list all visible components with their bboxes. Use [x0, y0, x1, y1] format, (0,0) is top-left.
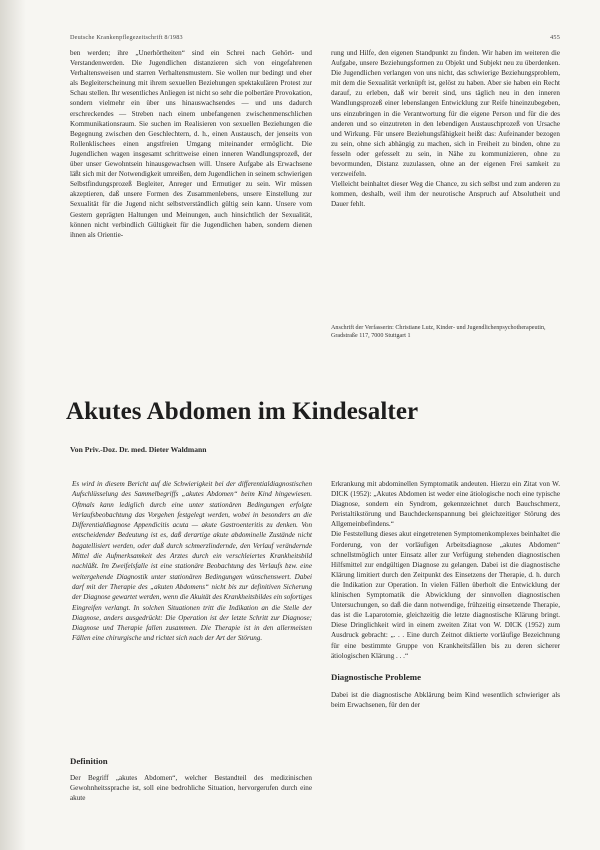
- author-address: Anschrift der Verfasserin: Christiane Lutz, Kinder- und Jugendlichenpsychotherapeutin, Gradstraße 117, 7000 Stuttgart 1: [331, 325, 546, 340]
- article-abstract: [72, 479, 312, 644]
- paragraph: rung und Hilfe, den eigenen Standpunkt zu finden. Wir haben im weiteren die Aufgabe, unsere Beziehungsformen zu Objekt und Subjekt neu zu überdenken. Die Jugendlichen verlangen von uns nicht, das schwierige Beziehungsproblem, mit dem die Sexualität verknüpft ist, gelöst zu haben. Aber sie haben ein Recht darauf, zu erleben, daß wir bereit sind, uns täglich neu in den inneren Wandlungsprozeß einer lebenslangen Entwicklung zur Reife hineinzubegeben, uns einzubringen in die Verantwortung für die eigene Person und für die des anderen und so einzutreten in den lebendigen Austauschprozeß von Ursache und Wirkung. Für unsere Beziehungsfähigkeit heißt das: Aufeinander bezogen zu sein, ohne sich abhängig zu machen, sich in Freiheit zu binden, ohne zu fesseln oder gefesselt zu sein, in Nähe zu kommunizieren, ohne zu bevormunden, Distanz zuzulassen, ohne an der eigenen Frei samkeit zu verzweifeln.: [331, 49, 560, 179]
- paragraph: Die Feststellung dieses akut eingetretenen Symptomenkomplexes beinhaltet die Forderung, von der vorläufigen Arbeitsdiagnose „akutes Abdomen“ schnellstmöglich unter Einsatz aller zur Verfügung stehenden diagnostischen Hilfsmittel zur endgültigen Diagnose zu gelangen. Dabei ist die diagnostische Klärung limitiert durch den Zeitpunkt des Einsetzens der Therapie, d. h. durch die Indikation zur Operation. In vielen Fällen überholt die Entwicklung der klinischen Symptomatik die Abwicklung der sinnvollen diagnostischen Untersuchungen, so daß die dann notwendige, frühzeitig einsetzende Therapie, das ist die Laparotomie, gleichzeitig die letzte diagnostische Klärung bringt. Diese Dringlichkeit wird in einem zweiten Zitat von W. DICK (1952) zum Ausdruck gebracht: „. . . Eine durch Zeitnot diktierte vorläufige Bezeichnung für eine bestimmte Gruppe von Krankheitsfällen bis zu deren sicherer ätiologischen Klärung . . .“: [331, 530, 560, 660]
- article-byline: Von Priv.-Doz. Dr. med. Dieter Waldmann: [70, 445, 207, 454]
- paragraph: Erkrankung mit abdominellen Symptomatik andeuten. Hierzu ein Zitat von W. DICK (1952): „Akutes Abdomen ist weder eine ätiologische noch eine typische Diagnose, sondern ein Syndrom, gekennzeichnet durch Bauchschmerz, Peristaltikstörung und Bauchdeckenspannung bei gleichzeitiger Störung des Allgemeinbefindens.“: [331, 480, 560, 529]
- abstract-text: Es wird in diesem Bericht auf die Schwierigkeit bei der differentialdiagnostischen Aufschlüsselung des Sammelbegriffs „akutes Abdomen“ beim Kind hingewiesen. Oftmals kann lediglich durch eine unter stationären Bedingungen erfolgte Verlaufsbeobachtung das Vorgehen festgelegt werden, wobei in besonders an die Differentialdiagnose Appendicitis acuta — akute Gastroenteritis zu denken. Von entscheidender Bedeutung ist es, daß derartige akute abdominelle Zustände nicht bagatellisiert werden, oder daß durch schmerzlindernde, den Verlauf verändernde Mittel die Aufmerksamkeit des Arztes durch ein verschleiertes Krankheitsbild nachläßt. Im Zweifelsfalle ist eine stationäre Beobachtung des Verlaufs bzw. eine weitergehende Diagnostik unter stationären Bedingungen wünschenswert. Dabei darf mit der Therapie des „akuten Abdomens“ nicht bis zur definitiven Sicherung der Diagnose gewartet werden, wenn die Akuität des Krankheitsbildes ein sofortiges Eingreifen verlangt. In solchen Situationen tritt die Indikation an die Stelle der Diagnose, anders ausgedrückt: Die Operation ist der letzte Schritt zur Diagnose; Diagnose und Therapie fallen zusammen. Die Therapie ist in den allermeisten Fällen eine chirurgische und richtet sich nach der Art der Störung.: [72, 480, 312, 643]
- scan-edge-shadow: [0, 0, 26, 850]
- section-heading-definition: Definition: [70, 756, 108, 766]
- previous-article-column-2: [331, 48, 560, 210]
- page-header: [70, 34, 560, 44]
- journal-name: Deutsche Krankenpflegezeitschrift 8/1983: [70, 34, 183, 41]
- previous-article-column-1: [70, 48, 312, 240]
- page-number: 455: [550, 34, 560, 41]
- paragraph: ben werden; ihre „Unerhörtheiten“ sind ein Schrei nach Gehört- und Verstandenwerden. Die Jugendlichen distanzieren sich von eingefahrenen Verhaltensweisen und starren Verhaltensmustern. Sie wollen nur bedingt und eher als Begleiterscheinung mit ihrem sexuellen Beziehungen spektakulären Protest zur Schau stellen. Ihr wesentliches Anliegen ist nicht so sehr die polbertäre Provokation, sondern vielmehr ein über uns hinauswachsendes — und uns dadurch erschreckendes — Streben nach einem unbefangenen zwischenmenschlichen Kommunikationsraum. Sie suchen im Realisieren von sexuellen Beziehungen die Begegnung zwischen den Geschlechtern, d. h., einen Austausch, der jenseits von Rollenklischees einen angstfreien Umgang miteinander ermöglicht. Die Jugendlichen wagen insgesamt schrittweise einen inneren Wandlungsprozeß, der über unser Gewohntsein hinausgewachsen will. Unsere Aufgabe als Erwachsene läßt sich mit der Notwendigkeit umreißen, dem Jugendlichen in seinem schwierigen Selbstfindungsprozeß Begleiter, Anreger und Ermutiger zu sein. Wir müssen akzeptieren, daß unsere Formen des Zusammenlebens, unsere Einstellung zur Sexualität für die Jugend nicht selbstverständlich gültig sein kann. Unsere vom Gestern geprägten Haltungen und Meinungen, auch hinsichtlich der Sexualität, können nicht verbindlich Gültigkeit für die Jugendlichen haben, sondern dienen ihnen als Orientie-: [70, 49, 312, 239]
- section-heading-diagnostic-problems: Diagnostische Probleme: [331, 671, 421, 682]
- article-column-1-continued: [70, 748, 312, 803]
- article-title: Akutes Abdomen im Kindesalter: [66, 398, 419, 425]
- paragraph: Der Begriff „akutes Abdomen“, welcher Bestandteil des medizinischen Gewohnheitssprache ist, soll eine bedrohliche Situation, hervorgerufen durch eine akute: [70, 774, 312, 803]
- paragraph: Dabei ist die diagnostische Abklärung beim Kind wesentlich schwieriger als beim Erwachsenen, für den der: [331, 690, 560, 709]
- article-column-2: [331, 479, 560, 710]
- paragraph: Vielleicht beinhaltet dieser Weg die Chance, zu sich selbst und zum anderen zu kommen, deshalb, weil ihm der neurotische Anspruch auf Absolutheit und Dauer fehlt.: [331, 180, 560, 209]
